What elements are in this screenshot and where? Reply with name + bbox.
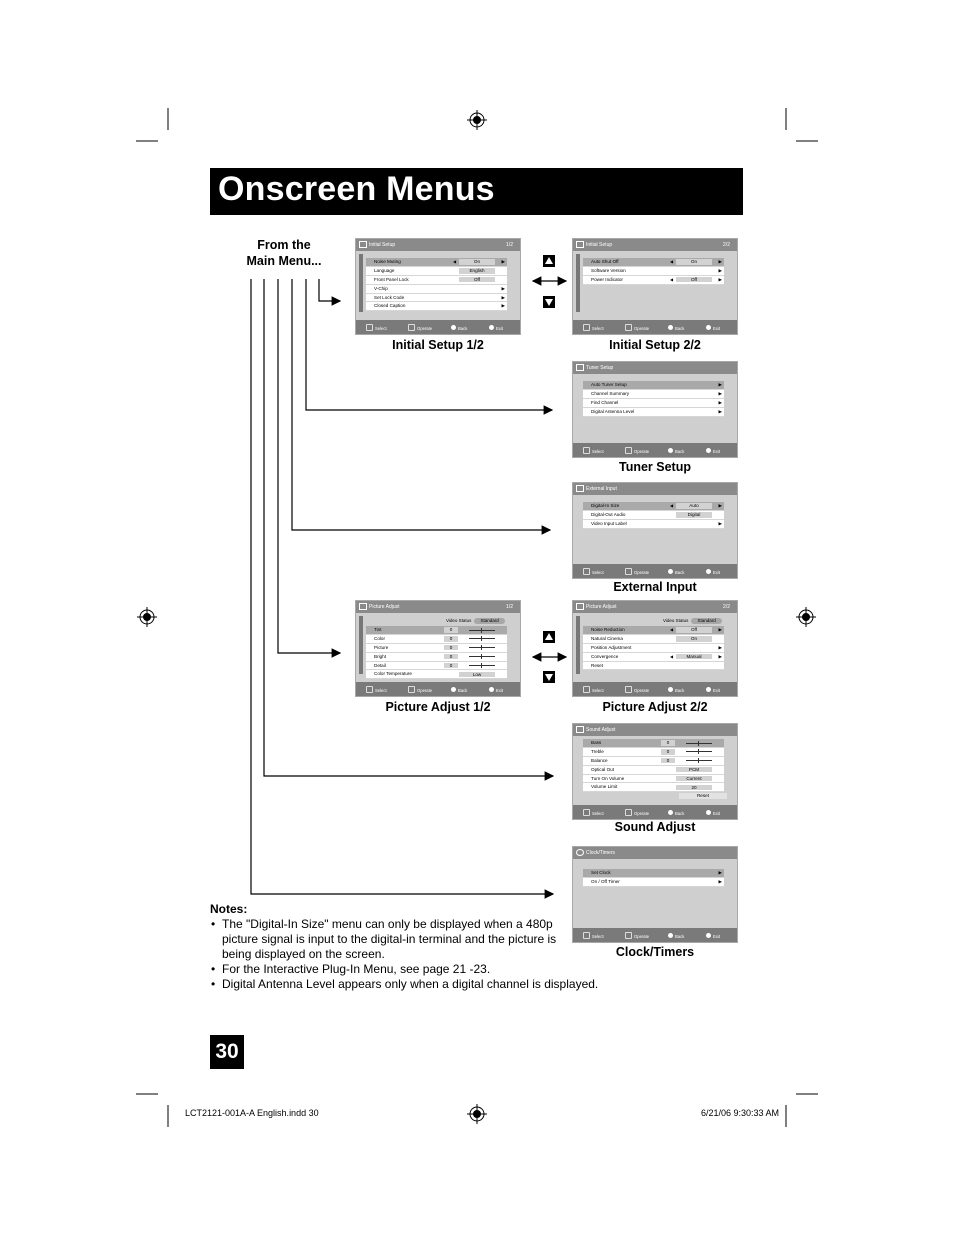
page-number: 30 [210,1035,244,1069]
picture-icon [359,603,367,610]
sound-adjust-screen: Sound Adjust Bass 0 Treble 0 Balance 0 Optical Out PCM Turn On Volume Current Volume Limit 20 Reset Select Operate Back Exit [572,723,738,820]
list-item[interactable]: Color Temperature Low [366,670,507,679]
list-item[interactable]: Set Lock Code ▶ [366,294,507,303]
list-item[interactable]: Bass 0 [583,739,724,748]
exit-icon [706,933,711,938]
caption: External Input [613,580,697,594]
exit-icon [706,448,711,453]
notes-list [210,917,670,992]
picture-icon [576,603,584,610]
back-icon [451,325,456,330]
screen-footer: Select Operate Back Exit [356,682,520,696]
operate-icon [625,809,632,816]
operate-icon [625,447,632,454]
list-item[interactable]: Detail 0 [366,662,507,671]
list-item[interactable]: Power Indicator ◀ Off ▶ [583,276,724,285]
list-item[interactable]: Color 0 [366,635,507,644]
screen-footer: Select Operate Back Exit [356,320,520,334]
caption: Sound Adjust [614,820,696,834]
initial-setup-2-screen: Initial Setup 2/2 Auto Shut Off ◀ On ▶ Software Version ▶ Power Indicator ◀ Off ▶ Select Operate Back Exit [572,238,738,335]
list-item[interactable]: Digital-In Size ◀ Auto ▶ [583,502,724,511]
video-status: Video Status Standard [446,618,505,624]
tuner-setup-screen: Tuner Setup Auto Tuner Setup ▶ Channel Summary ▶ Find Channel ▶ Digital Antenna Level ▶ Select Operate Back Exit [572,361,738,458]
back-icon [668,448,673,453]
caption: Tuner Setup [619,460,691,474]
menu-list [583,381,724,417]
page-title: Onscreen Menus [218,170,495,208]
input-icon [576,485,584,492]
operate-icon [408,686,415,693]
menu-list [583,626,724,670]
list-item[interactable]: Channel Summary ▶ [583,390,724,399]
list-item[interactable]: Noise Muting ◀ On ▶ [366,258,507,267]
operate-icon [625,686,632,693]
menu-list [583,502,724,529]
picture-adjust-1-screen: Picture Adjust 1/2 Video Status Standard Tint 0 Color 0 Picture 0 Bright 0 Detail 0 Color Temperature Low Select Operate Back Exit [355,600,521,697]
list-item[interactable]: Video Input Label ▶ [583,520,724,529]
list-item[interactable]: Tint 0 [366,626,507,635]
back-icon [451,687,456,692]
list-item[interactable]: Reset [583,662,724,671]
screen-footer: Select Operate Back Exit [573,928,737,942]
select-icon [583,568,590,575]
list-item[interactable]: Turn On Volume Current [583,775,724,784]
setup-icon [576,241,584,248]
back-icon [668,569,673,574]
exit-icon [706,325,711,330]
notes [210,902,670,992]
setup-icon [359,241,367,248]
scrollbar [576,254,580,312]
caption: Picture Adjust 1/2 [385,700,491,714]
note-item: • Digital Antenna Level appears only when a digital channel is displayed. [222,977,670,992]
note-item: • The "Digital-In Size" menu can only be displayed when a 480p picture signal is input to the digital-in terminal and the picture is being displayed on the screen. [222,917,562,962]
list-item[interactable]: Position Adjustment ▶ [583,644,724,653]
menu-list [583,869,724,887]
list-item[interactable]: Bright 0 [366,653,507,662]
operate-icon [625,568,632,575]
clock-icon [576,849,584,856]
list-item[interactable]: Find Channel ▶ [583,399,724,408]
back-icon [668,810,673,815]
video-status: Video Status Standard [663,618,722,624]
note-item: • For the Interactive Plug-In Menu, see page 21 -23. [222,962,670,977]
exit-icon [706,687,711,692]
page-up-icon [543,255,555,267]
scrollbar [359,616,363,674]
from-main-menu-label: From the Main Menu... [246,238,322,268]
caption: Picture Adjust 2/2 [602,700,708,714]
list-item[interactable]: Closed Caption ▶ [366,302,507,311]
menu-list [366,626,507,679]
exit-icon [706,569,711,574]
footer-file-info: LCT2121-001A-A English.indd 30 [185,1108,319,1118]
select-icon [366,686,373,693]
list-item[interactable]: Convergence ◀ Manual ▶ [583,653,724,662]
page-down-icon [543,671,555,683]
exit-icon [489,325,494,330]
initial-setup-1-screen: Initial Setup 1/2 Noise Muting ◀ On ▶ Language English Front Panel Lock Off V-Chip ▶ Set Lock Code ▶ Closed Caption ▶ Select Operate Back Exit [355,238,521,335]
operate-icon [408,324,415,331]
select-icon [583,324,590,331]
footer-timestamp: 6/21/06 9:30:33 AM [700,1108,779,1118]
external-input-screen: External Input Digital-In Size ◀ Auto ▶ Digital-Out Audio Digital Video Input Label ▶ Select Operate Back Exit [572,482,738,579]
screen-footer: Select Operate Back Exit [573,682,737,696]
clock-timers-screen: Clock/Timers Set Clock ▶ On / Off Timer ▶ Select Operate Back Exit [572,846,738,943]
list-item[interactable]: Optical Out PCM [583,766,724,775]
list-item[interactable]: Noise Reduction ◀ Off ▶ [583,626,724,635]
list-item[interactable]: Treble 0 [583,748,724,757]
list-item[interactable]: Digital-Out Audio Digital [583,511,724,520]
caption: Clock/Timers [615,945,695,959]
list-item[interactable]: Picture 0 [366,644,507,653]
list-item[interactable]: Auto Shut Off ◀ On ▶ [583,258,724,267]
reset-button[interactable]: Reset [679,793,727,799]
screen-footer: Select Operate Back Exit [573,443,737,457]
exit-icon [706,810,711,815]
menu-list [583,258,724,285]
select-icon [583,447,590,454]
list-item[interactable]: Digital Antenna Level ▶ [583,408,724,417]
menu-list [366,258,507,311]
exit-icon [489,687,494,692]
page-down-icon [543,296,555,308]
list-item[interactable]: On / Off Timer ▶ [583,878,724,887]
screen-footer: Select Operate Back Exit [573,805,737,819]
back-icon [668,687,673,692]
operate-icon [625,324,632,331]
screen-footer: Select Operate Back Exit [573,320,737,334]
caption: Initial Setup 2/2 [609,338,701,352]
list-item[interactable]: Auto Tuner Setup ▶ [583,381,724,390]
select-icon [366,324,373,331]
scrollbar [359,254,363,312]
back-icon [668,325,673,330]
picture-adjust-2-screen: Picture Adjust 2/2 Video Status Standard Noise Reduction ◀ Off ▶ Natural Cinema On Position Adjustment ▶ Convergence ◀ Manual ▶ Reset Select Operate Back Exit [572,600,738,697]
scrollbar [576,616,580,674]
select-icon [583,809,590,816]
list-item[interactable]: Language English [366,267,507,276]
caption: Initial Setup 1/2 [392,338,484,352]
list-item[interactable]: Front Panel Lock Off [366,276,507,285]
list-item[interactable]: V-Chip ▶ [366,285,507,294]
sound-icon [576,726,584,733]
list-item[interactable]: Balance 0 [583,757,724,766]
list-item[interactable]: Set Clock ▶ [583,869,724,878]
screen-footer: Select Operate Back Exit [573,564,737,578]
menu-list [583,739,724,792]
notes-title: Notes: [210,902,248,916]
list-item[interactable]: Natural Cinema On [583,635,724,644]
list-item[interactable]: Volume Limit 20 [583,783,724,792]
tuner-icon [576,364,584,371]
page-up-icon [543,631,555,643]
list-item[interactable]: Software Version ▶ [583,267,724,276]
select-icon [583,686,590,693]
